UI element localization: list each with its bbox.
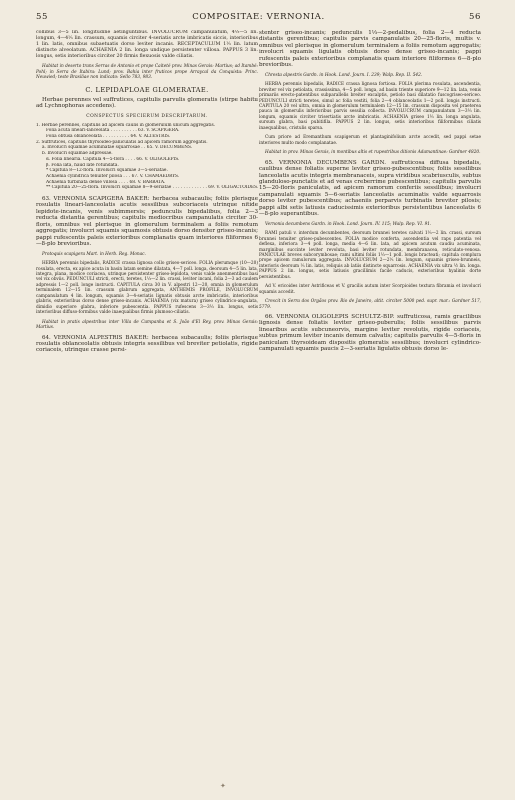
species-63-author: BAKER: (126, 196, 150, 203)
species-63-title: 63. VERNONIA SCAPIGERA (42, 196, 124, 203)
key-line: 2. Suffrutices, capitulis thyrsoideo-paniculatis ad apicem ramorum aggregatis. (36, 139, 208, 145)
key-line: Achaenia turbinata dense villosa . . . . 68. V. BARBATA. (46, 179, 166, 185)
species-63-entry (36, 196, 258, 248)
species-63-habitat: Habitat in pratis alpestribus inter Villa de Campanha et S. João d'El Rey, prov. Minas Gerais: Martius. (36, 319, 258, 331)
species-65-title: 65. VERNONIA DECUMBENS (265, 159, 357, 166)
key-line: 1. Herbae perennes, capitulis ad apicem caulis in glomerulum unicum aggregatis. (36, 122, 216, 128)
section-heading: C. LEPIDAPLOAE GLOMERATAE. (85, 85, 209, 94)
key-line: α. Folia linearia. Capitula 4—5-flora . . . . 66. V. OLIGOLEPIS. (46, 156, 180, 162)
key-line: β. Folia lata, haud late rotundata. (46, 162, 119, 168)
right-column (259, 30, 481, 780)
species-65-entry (259, 160, 481, 218)
key-line: a. Involucri squamae acuminatae squarrosae . . 65. V. DECUMBENS. (42, 145, 193, 151)
species-64-title: 64. VERNONIA ALPESTRIS (42, 334, 123, 341)
species-64-continuation: stenter griseo-incanis; pedunculis 1⅓—2-pedalibus, folia 2—4 reducta distantis gerentibus; capitulis parvis campanulatis 20—25-floris, multis v. omnibus vel plerisque in glomerulum terminalem a foliis remotum aggregatis; involucri squamis ligulatis obtusis dorso dense griseo-incanis; pappi rufescentis paleis exterioribus complanatis quam interiore filiformes 6—8-plo brevioribus. (259, 30, 481, 69)
key-line: b. Involucri squamae adpressae. (42, 151, 113, 157)
species-66-author: SCHULTZ-BIP. (351, 314, 395, 321)
print-mark-icon: ✦ (220, 782, 226, 790)
species-64-entry (36, 335, 258, 354)
species-64-habitat: Habitat in prov. Minas Gerais, in montibus altis et rupestribus ditionis Adamantinae: Gardner 4820. (265, 150, 481, 156)
key-line: Folia acuta lineari-lanceolata . . . . . . . . . . 63. V. SCAPIGERA. (46, 128, 180, 134)
species-63-diagnosis: herbacea subacaulis; foliis plerisque rosulatis lineari-lanceolatis acutis sessilibus subcoriaceis utrinque nitide lepidote-incanis, venis subimmersis; pedunculis bipedalibus, folia 2—3 reducta distantia gerentibus; capitulis mediocribus campanulatis circiter 30-floris, omnibus vel plerisque in glomerulum terminalem a foliis remotum aggregatis; involucri squamis squamosis obtusis dorso densiter griseo-incanis; pappi rufescentis paleis exterioribus complanatis quam interiores filiformes 6—8-plo brevioribus. (36, 196, 258, 248)
conspectus-heading: CONSPECTUS SPECIERUM DESCRIPTARUM. (86, 113, 208, 119)
species-64-synonym: Chresta alpestris Gardn. in Hook. Lond. Journ. I. 239; Walp. Rep. II. 542. (265, 72, 423, 78)
species-63-description: HERBA perennis bipedalis, RADICE crassa lignosa collo griseo-sericeo. FOLIA plerumque (10—20) rosulata, erecta, ex apice acuta in basin latam semine dilatata, 4—7 poll. longa, deorsum 4—5 lin. lata, integra, plana, modice coriacea, utrinque persistenter griseo-lepidota, venis valde anenmentibus basi vel vix obviis. PEDUNCULI stricti, erecti, teretes, 1⅓—2 lin. crassi, leviter incani, folia 2—3 ad caulem adpressis 1—2 poll. longe instructi. CAPITULA circa 30 in V. alpestri 12—20, omnia in glomerulum terminalem 12—15 lin. crassum glabrum aggregata, ANTHEMIS PROFILE, INVOLUCRUM campanulatum 4 lin. longum, squamis 3—4-seriatis lignatis obtusis arcte imbricatis, interioribus glabris, exterioribus dorso dense griseo-incanis. ACHAENIA (vix matura) griseo cylindrico-angulata, dimidio superiore glabra, inferiore pubescentia. PAPPUS rufescens 3—3⅓ lin. longus, setis interioribus diffuso-formibus valde inaequalibus firmis plumoso-ciliatis. (36, 261, 258, 316)
species-63-synonym: Protoquis scapigera Mart. in Herb. Reg. Monac. (42, 251, 146, 257)
species-65-author: GARDN. (361, 159, 387, 166)
species-66-diagnosis: suffruticosa, ramis gracilibus lignosis dense foliatis leviter griseo-puberulis; foliis sessilibus parvis linearibus acutis subcuneorvis, margine leviter revolutis, rigide coriaceis, subtus primum leviter incanis demum calvatis; capitulis parvulis 4—5-floris in paniculam thyrsoideam dispositis glomeratis sessilibus; involucri cylindrico-campanulati squamis paucis 2—3-seriatis ligulatis obtusis dorso le- (259, 314, 481, 353)
habitat-note: Habitat in deserto trans Serras de Antonio et prope Caiteté prov. Minas Gerais: Martius; ad Itambé: Pohl; in Serra de Itabira: Lund; prov. Bahia inter fruticos prope Arraycal da Conquista: Princ. Neuwied; teste Brasiliae non indicato: Sello 783, 983. (36, 64, 258, 81)
species-64-note: Cum priore ad Eremanthum scapigerum et plantaginifolium arcte accedit, sed pappi setae interiores multo modo complanatae. (259, 135, 481, 146)
species-66-entry (259, 314, 481, 353)
key-line: Achaenia cylindrica tenuiter pilosa . . . 67. V. CHAMAEDRYS. (46, 173, 180, 179)
species-64-diagnosis: herbacea subacaulis; foliis plerisque rosulatis oblanceolatis obtusis integris sessilibus vel breviter petiolatis, rigide coriaceis, utrinque crasse persi- (36, 334, 258, 354)
species-continuation-text: collibus 3—5 lin. longitudine aetinguntibus. INVOLUCRUM campanulatum, 4⅓—5 lin. longum, 4—4⅓ lin. crassum, squamis circiter 4-seriatis arcte imbricatis siccis, interioribus 1 lin. latis, omnibus subaetuatis dorso leviter incanis. RECEPTACULUM 1⅓ lin. latum distincte alveolatum. ACHAENIA 2 lin. longa undique persistenter villosa. PAPPUS 3 lin. longus, setis interioribus circiter 20 firmis flexuosis valde ciliatis. (36, 30, 258, 60)
species-65-synonym: Vernonia decumbens Gardn. in Hook. Lond. Journ. IV. 115; Walp. Rep. VI. 91. (265, 221, 432, 227)
page-number-left: 55 (36, 12, 49, 22)
species-66-title: 66. VERNONIA OLIGOLEPIS (265, 314, 349, 321)
species-65-note: Ad V. ericoides inter Astrificeas et V. gracilis autum inter Scorpioides textura fibramia et involucri squamis accedit. (259, 284, 481, 295)
species-key (36, 123, 258, 191)
species-64-description: HERBA perennis bipedalis, RADICE crassa lignosa fortiosa. FOLIA plerima rosulata, ascendentia, breviter vel vix petiolata, crassissima, 4—5 poll. longa, ad basin triente superiore 9—12 lin. lata, venis primariis erecto-patentibus subparallelis breiter excalptis, petiolo basi dilatatio fuscogriseo-sericeo. PEDUNCULI stricti teretes, simul ac folia vestiti, folia 2—4 oblanceolatis 1—2 poll. longis instructi. CAPITULA 20 vel ultra, omnia in glomerulum terminalem 12—15 lin. crassum disposita vel praeterea pauca in glomerulis inferioribus parvis sessilia collecta. INVOLUCRUM campanulatum 3—3⅓ lin. longum, squamis circiter trisertiatis arcte imbricatis. ACHAENIA griseo 1⅓ lin. longa angulata, sursum glabra, basi pubitifila. PAPPUS 2 lin. longus, setis interioribus filiformibus ciliatis inaequalibus, cristulis sparsa. (259, 82, 481, 131)
running-header (36, 12, 481, 26)
section-description: Herbae perennes vel suffrutices, capitulis parvulis glomeratis (stirpe habitu ad Lychnophoras accedens). (36, 96, 258, 110)
running-title: COMPOSITAE: VERNONIA. (192, 12, 325, 22)
species-65-diagnosis: suffruticosa diffusa bipedalis, caulibus dense foliatis superne leviter griseo-pubescentibus; foliis sessilibus lanceolatis acutis integris membranaceis, supra viridibus scabriusculis, subtus glandulosо-punctatis et ad venas creberrime pubescentibus; capitulis parvulis 15—20-floris paniculatis, ad apicem ramorum conferiis sessilibus; involucri campanulati squamis 5—6-seriatis lanceolatis acuminatis valde squarrosis dorso leviter pubescentibus; achaeniis perparvis turbinatis breviter pilosis; pappi albi setis latiusis caducissimis exterioribus persistentibus lanceolatis 6—8-plo superantibus. (259, 159, 481, 218)
left-column (36, 30, 258, 780)
species-64-author: BAKER: (125, 334, 149, 341)
species-65-habitat: Crescit in Serra dos Orgãos prov. Rio de Janeiro, altit. circiter 5000 ped. supr. mar.: Gardner 517, 5779. (259, 299, 481, 310)
key-line: ** Capitula 20—25-flora. Involucri squamae 8—9-seriatae . . . . . . . . . . . . . 69. V. OLIGACTOIDES. (46, 185, 258, 191)
species-65-description: RAMI patuli v. interdum decumbentes, deorsum brunnei teretes calvati 1⅓—2 lin. crassi, sursum brunnei tenuiter griseo-pubescentes. FOLIA modice conferta, ascendentia vel raps patentia vel deflexa, inferiora 3—4 poll. longa, media 4—6 lin. lata, ad apicem acutum caudiu acuminata, marginibus succinte leviter revoluta, basi leviter rotundata, membranacea, reticulato-venosa. PANICULAE breves subcorymbosae; rami ultimi foliis 1⅓—1 poll. longis bracteati; capitula complura prope apicem ramulorum aggregata. INVOLUCRUM 2—2⅓ lin. longum, squamis griseo-brunneis, interioris deorsum ⅓ lin. latis, reliquis ab latiis distincte squarrosis. ACHAENIA vix ultra ½ lin. longa. PAPPUS 2 lin. longus, setis latiusis gracillimis facile caducis, exterioribus hyalinis dorte persistentibus. (259, 231, 481, 280)
key-line: * Capitula 8—12-flora. Involucri squamae 3—5-seriatae. (46, 168, 168, 174)
key-line: Folia obtusa oblanceolata . . . . . . . . . . 64. V. ALTESTRIS. (46, 134, 171, 139)
page-number-right: 56 (468, 12, 481, 22)
